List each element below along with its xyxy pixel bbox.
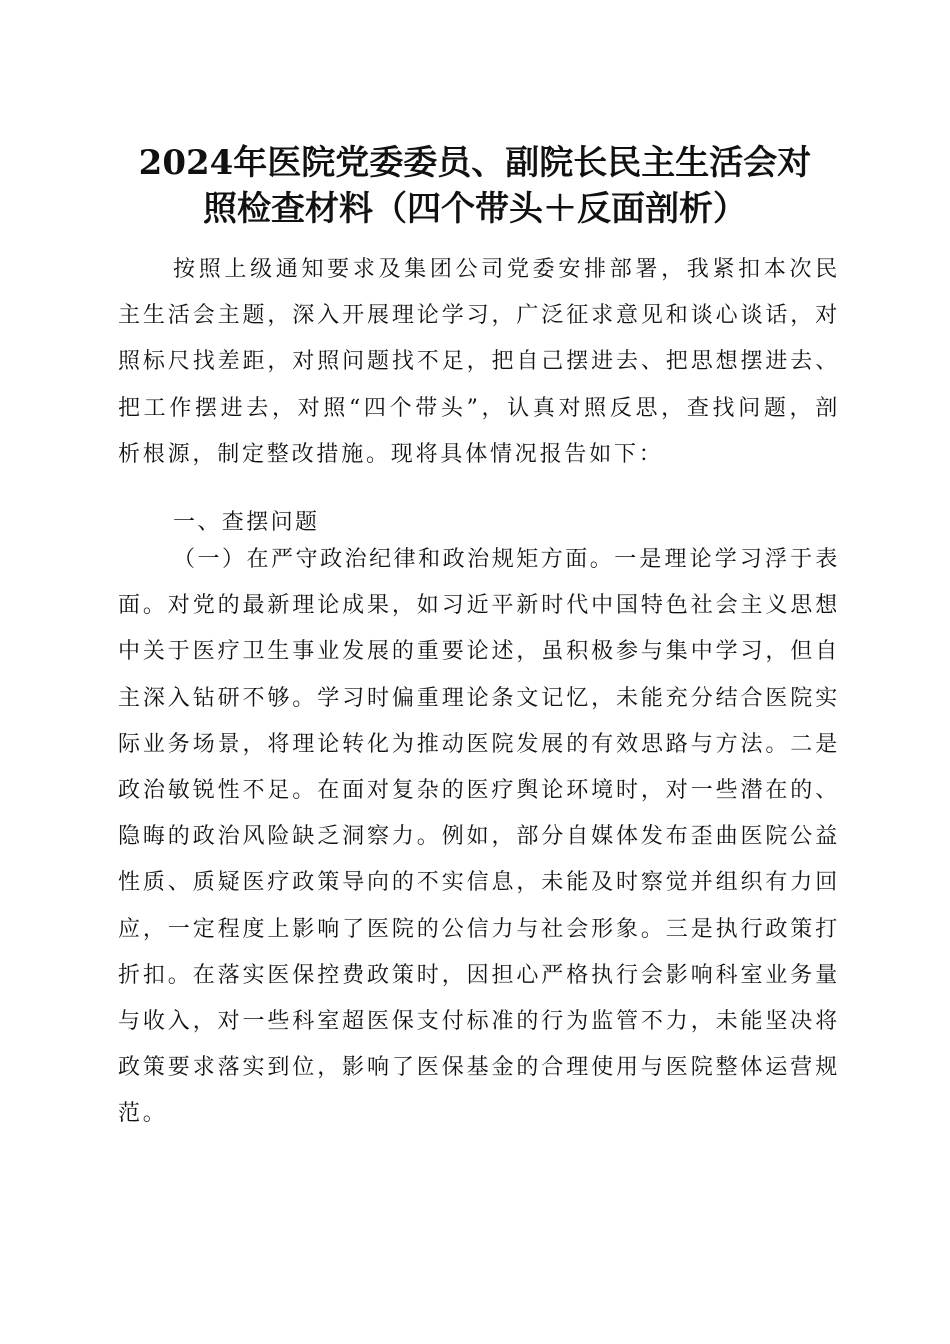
document-title xyxy=(110,140,840,232)
subsection-title: （一）在严守政治纪律和政治规矩方面。 xyxy=(173,547,615,572)
subsection-body: 一是理论学习浮于表面。对党的最新理论成果，如习近平新时代中国特色社会主义思想中关于医疗卫生事业发展的重要论述，虽积极参与集中学习，但自主深入钻研不够。学习时偏重理论条文记忆，未能充分结合医院实际业务场景，将理论转化为推动医院发展的有效思路与方法。二是政治敏锐性不足。在面对复杂的医疗舆论环境时，对一些潜在的、隐晦的政治风险缺乏洞察力。例如，部分自媒体发布歪曲医院公益性质、质疑医疗政策导向的不实信息，未能及时察觉并组织有力回应，一定程度上影响了医院的公信力与社会形象。三是执行政策打折扣。在落实医保控费政策时，因担心严格执行会影响科室业务量与收入，对一些科室超医保支付标准的行为监管不力，未能坚决将政策要求落实到位，影响了医保基金的合理使用与医院整体运营规范。 xyxy=(118,547,841,1127)
intro-paragraph: 按照上级通知要求及集团公司党委安排部署，我紧扣本次民主生活会主题，深入开展理论学习，广泛征求意见和谈心谈话，对照标尺找差距，对照问题找不足，把自己摆进去、把思想摆进去、把工作摆进去，对照“四个带头”，认真对照反思，查找问题，剖析根源，制定整改措施。现将具体情况报告如下： xyxy=(118,257,840,467)
title-line-1: 2024年医院党委委员、副院长民主生活会对 xyxy=(138,143,812,183)
title-line-2: 照检查材料（四个带头＋反面剖析） xyxy=(203,189,747,229)
subsection-paragraph xyxy=(118,537,840,1138)
section-heading: 一、查摆问题 xyxy=(173,510,320,535)
